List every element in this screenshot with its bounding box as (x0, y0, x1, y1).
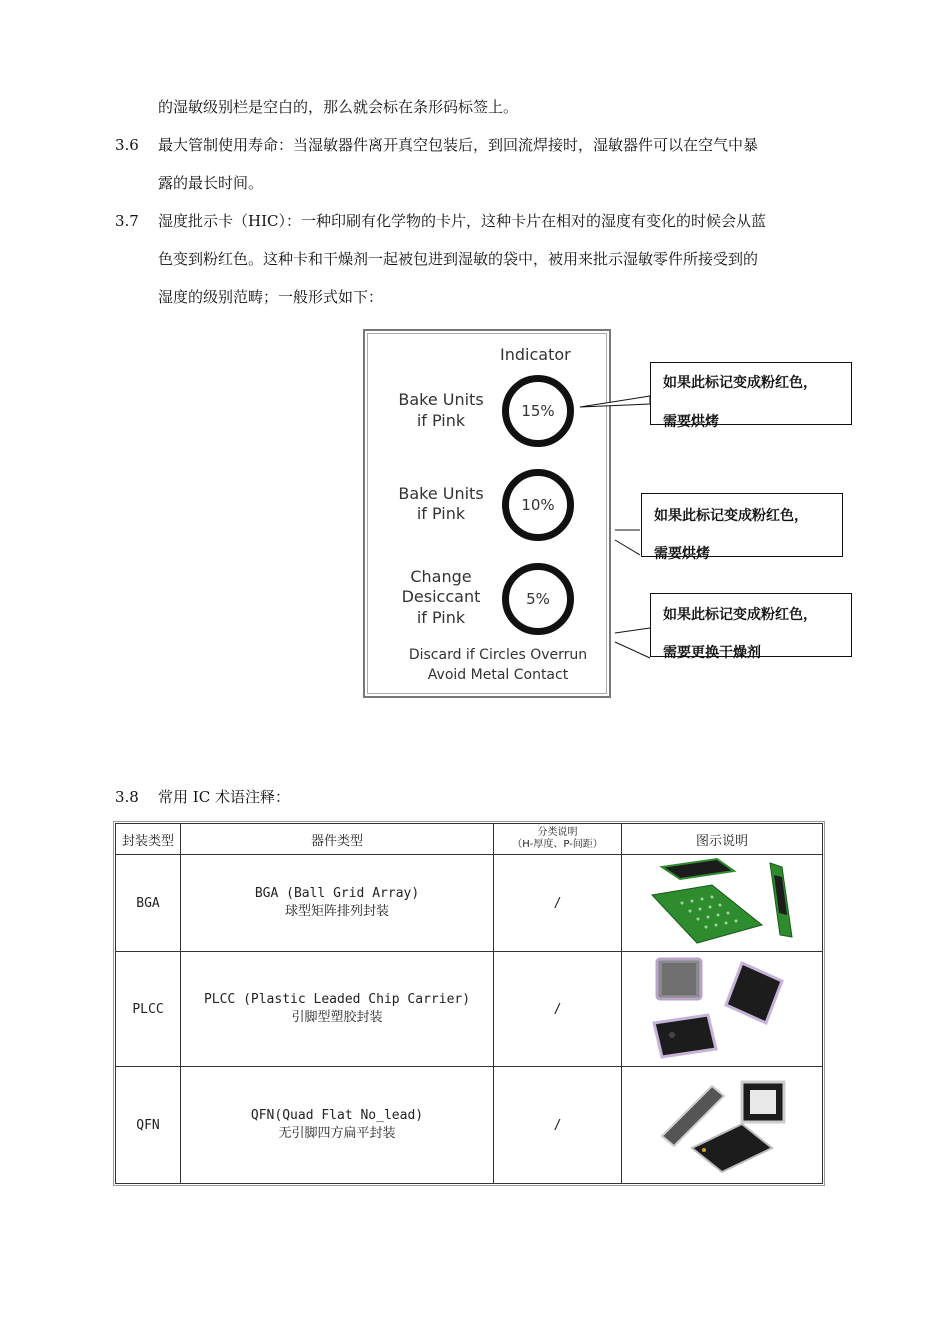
card-footer-line-1: Discard if Circles Overrun (408, 647, 588, 663)
bga-chip-icon (642, 855, 802, 947)
indicator-label-5-line3: if Pink (416, 608, 466, 627)
device-cell: QFN(Quad Flat No_lead) 无引脚四方扁平封装 (181, 1067, 494, 1184)
indicator-label-10-line2: if Pink (416, 504, 466, 523)
indicator-label-15-line2: if Pink (416, 411, 466, 430)
package-cell: QFN (116, 1067, 181, 1184)
classification-cell: / (494, 855, 622, 952)
callout-2-line-1: 如果此标记变成粉红色， (654, 508, 808, 524)
ic-package-table (115, 823, 823, 1184)
section-number-3-6: 3.6 (115, 136, 139, 154)
callout-3-line-2: 需要更换干燥剂 (663, 645, 761, 661)
section-3-7-line-2: 色变到粉红色。这种卡和干燥剂一起被包进到湿敏的袋中，被用来批示湿敏零件所接受到的 (158, 250, 759, 268)
classification-cell: / (494, 1067, 622, 1184)
device-cell: PLCC (Plastic Leaded Chip Carrier) 引脚型塑胶封装 (181, 952, 494, 1067)
section-number-3-8: 3.8 (115, 788, 139, 806)
indicator-label-15-line1: Bake Units (398, 390, 484, 409)
callout-1-line-2: 需要烘烤 (663, 414, 719, 430)
package-cell: BGA (116, 855, 181, 952)
card-footer-line-2: Avoid Metal Contact (427, 667, 569, 683)
table-row (116, 1067, 823, 1184)
paragraph-continuation: 的湿敏级别栏是空白的，那么就会标在条形码标签上。 (158, 98, 519, 116)
section-3-7-line-3: 湿度的级别范畴；一般形式如下： (158, 288, 384, 306)
callout-1-line-1: 如果此标记变成粉红色， (663, 375, 817, 391)
package-cell: PLCC (116, 952, 181, 1067)
header-classification: 分类说明 （H-厚度、P-间距） (494, 824, 622, 855)
section-number-3-7: 3.7 (115, 212, 139, 230)
table-row (116, 952, 823, 1067)
illustration-cell (622, 1067, 823, 1184)
illustration-cell (622, 952, 823, 1067)
section-3-6-line-2: 露的最长时间。 (158, 174, 264, 192)
device-cell: BGA (Ball Grid Array) 球型矩阵排列封装 (181, 855, 494, 952)
plcc-chip-icon (642, 953, 802, 1061)
qfn-chip-icon (642, 1068, 802, 1178)
indicator-value-5: 5% (526, 590, 550, 608)
indicator-label-5-line1: Change (410, 567, 472, 586)
header-device-type: 器件类型 (181, 824, 494, 855)
table-row (116, 855, 823, 952)
callout-bake-10 (641, 493, 843, 562)
table-header-row (116, 824, 823, 855)
callout-bake-15 (650, 362, 852, 430)
illustration-cell (622, 855, 823, 952)
callout-3-line-1: 如果此标记变成粉红色， (663, 607, 817, 623)
indicator-value-10: 10% (521, 496, 555, 514)
classification-cell: / (494, 952, 622, 1067)
callout-2-line-2: 需要烘烤 (654, 546, 710, 562)
section-3-7-line-1: 湿度批示卡（HIC）：一种印刷有化学物的卡片，这种卡片在相对的湿度有变化的时候会从蓝 (158, 212, 766, 230)
header-package-type: 封装类型 (116, 824, 181, 855)
indicator-label-5-line2: Desiccant (401, 587, 481, 606)
header-illustration: 图示说明 (622, 824, 823, 855)
section-3-6-line-1: 最大管制使用寿命：当湿敏器件离开真空包装后，到回流焊接时，湿敏器件可以在空气中暴 (158, 136, 759, 154)
indicator-label-10-line1: Bake Units (398, 484, 484, 503)
callout-change-desiccant (650, 593, 852, 661)
indicator-title: Indicator (500, 345, 571, 364)
indicator-value-15: 15% (521, 402, 555, 420)
section-3-8-title: 常用 IC 术语注释： (158, 788, 290, 806)
